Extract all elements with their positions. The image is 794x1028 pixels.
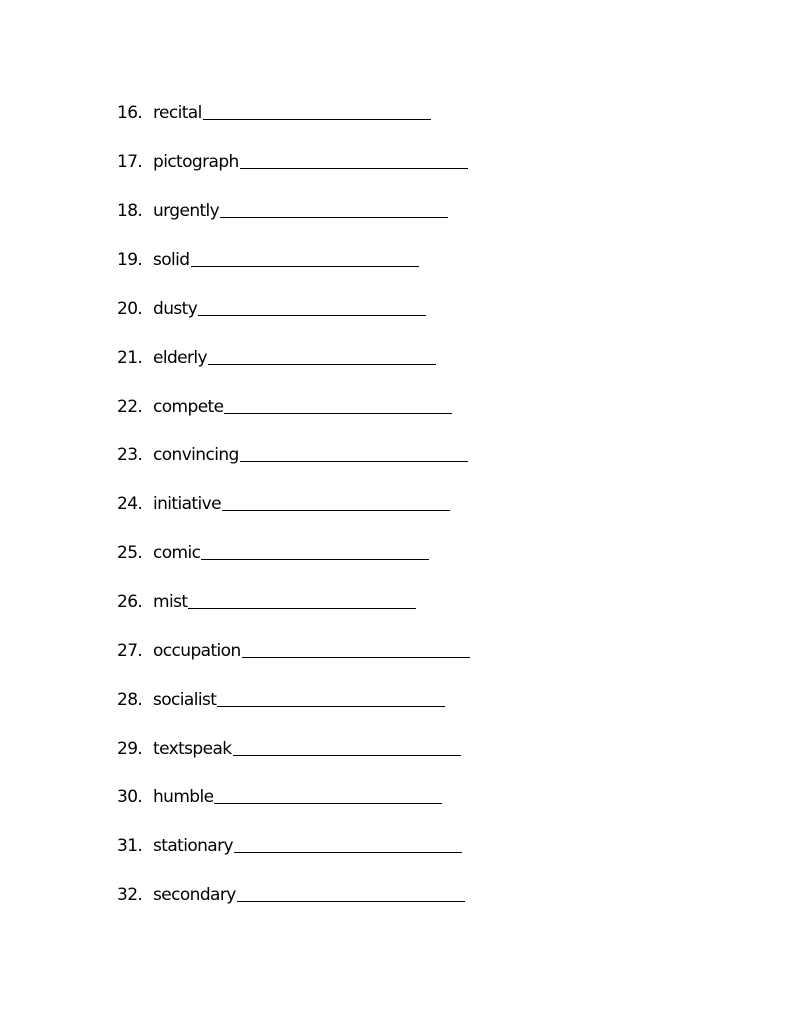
item-word: dusty <box>153 299 198 319</box>
list-item <box>117 290 426 318</box>
item-word: humble <box>153 787 214 807</box>
item-number: 28. <box>117 690 143 710</box>
list-item <box>117 827 462 855</box>
item-number: 20. <box>117 299 143 319</box>
list-item <box>117 583 416 611</box>
item-word: compete <box>153 397 224 417</box>
list-item <box>117 534 429 562</box>
answer-line[interactable] <box>233 754 461 756</box>
item-number: 23. <box>117 445 143 465</box>
item-number: 27. <box>117 641 143 661</box>
item-number: 32. <box>117 885 143 905</box>
list-item <box>117 388 452 416</box>
item-word: recital <box>153 103 202 123</box>
answer-line[interactable] <box>242 656 470 658</box>
item-number: 24. <box>117 494 143 514</box>
item-number: 31. <box>117 836 143 856</box>
item-word: solid <box>153 250 190 270</box>
item-number: 30. <box>117 787 143 807</box>
item-number: 26. <box>117 592 143 612</box>
item-number: 29. <box>117 739 143 759</box>
item-word: pictograph <box>153 152 239 172</box>
answer-line[interactable] <box>217 705 445 707</box>
list-item <box>117 778 442 806</box>
item-word: textspeak <box>153 739 232 759</box>
answer-line[interactable] <box>191 265 419 267</box>
list-item <box>117 436 468 464</box>
list-item <box>117 876 465 904</box>
answer-line[interactable] <box>198 314 426 316</box>
item-word: socialist <box>153 690 217 710</box>
item-word: elderly <box>153 348 208 368</box>
answer-line[interactable] <box>203 118 431 120</box>
answer-line[interactable] <box>188 607 416 609</box>
answer-line[interactable] <box>224 412 452 414</box>
answer-line[interactable] <box>220 216 448 218</box>
item-word: comic <box>153 543 201 563</box>
item-word: stationary <box>153 836 233 856</box>
answer-line[interactable] <box>234 851 462 853</box>
item-number: 16. <box>117 103 143 123</box>
answer-line[interactable] <box>214 802 442 804</box>
list-item <box>117 632 470 660</box>
answer-line[interactable] <box>240 167 468 169</box>
list-item <box>117 241 419 269</box>
item-word: mist <box>153 592 188 612</box>
list-item <box>117 681 445 709</box>
list-item <box>117 339 436 367</box>
item-word: urgently <box>153 201 220 221</box>
item-word: initiative <box>153 494 221 514</box>
list-item <box>117 730 461 758</box>
list-item <box>117 192 448 220</box>
item-word: convincing <box>153 445 239 465</box>
item-number: 21. <box>117 348 143 368</box>
item-number: 17. <box>117 152 143 172</box>
answer-line[interactable] <box>222 509 450 511</box>
answer-line[interactable] <box>237 900 465 902</box>
answer-line[interactable] <box>240 460 468 462</box>
answer-line[interactable] <box>201 558 429 560</box>
list-item <box>117 143 468 171</box>
item-number: 18. <box>117 201 143 221</box>
item-number: 25. <box>117 543 143 563</box>
item-word: secondary <box>153 885 236 905</box>
list-item <box>117 485 450 513</box>
item-number: 19. <box>117 250 143 270</box>
item-word: occupation <box>153 641 241 661</box>
item-number: 22. <box>117 397 143 417</box>
list-item <box>117 94 431 122</box>
answer-line[interactable] <box>208 363 436 365</box>
